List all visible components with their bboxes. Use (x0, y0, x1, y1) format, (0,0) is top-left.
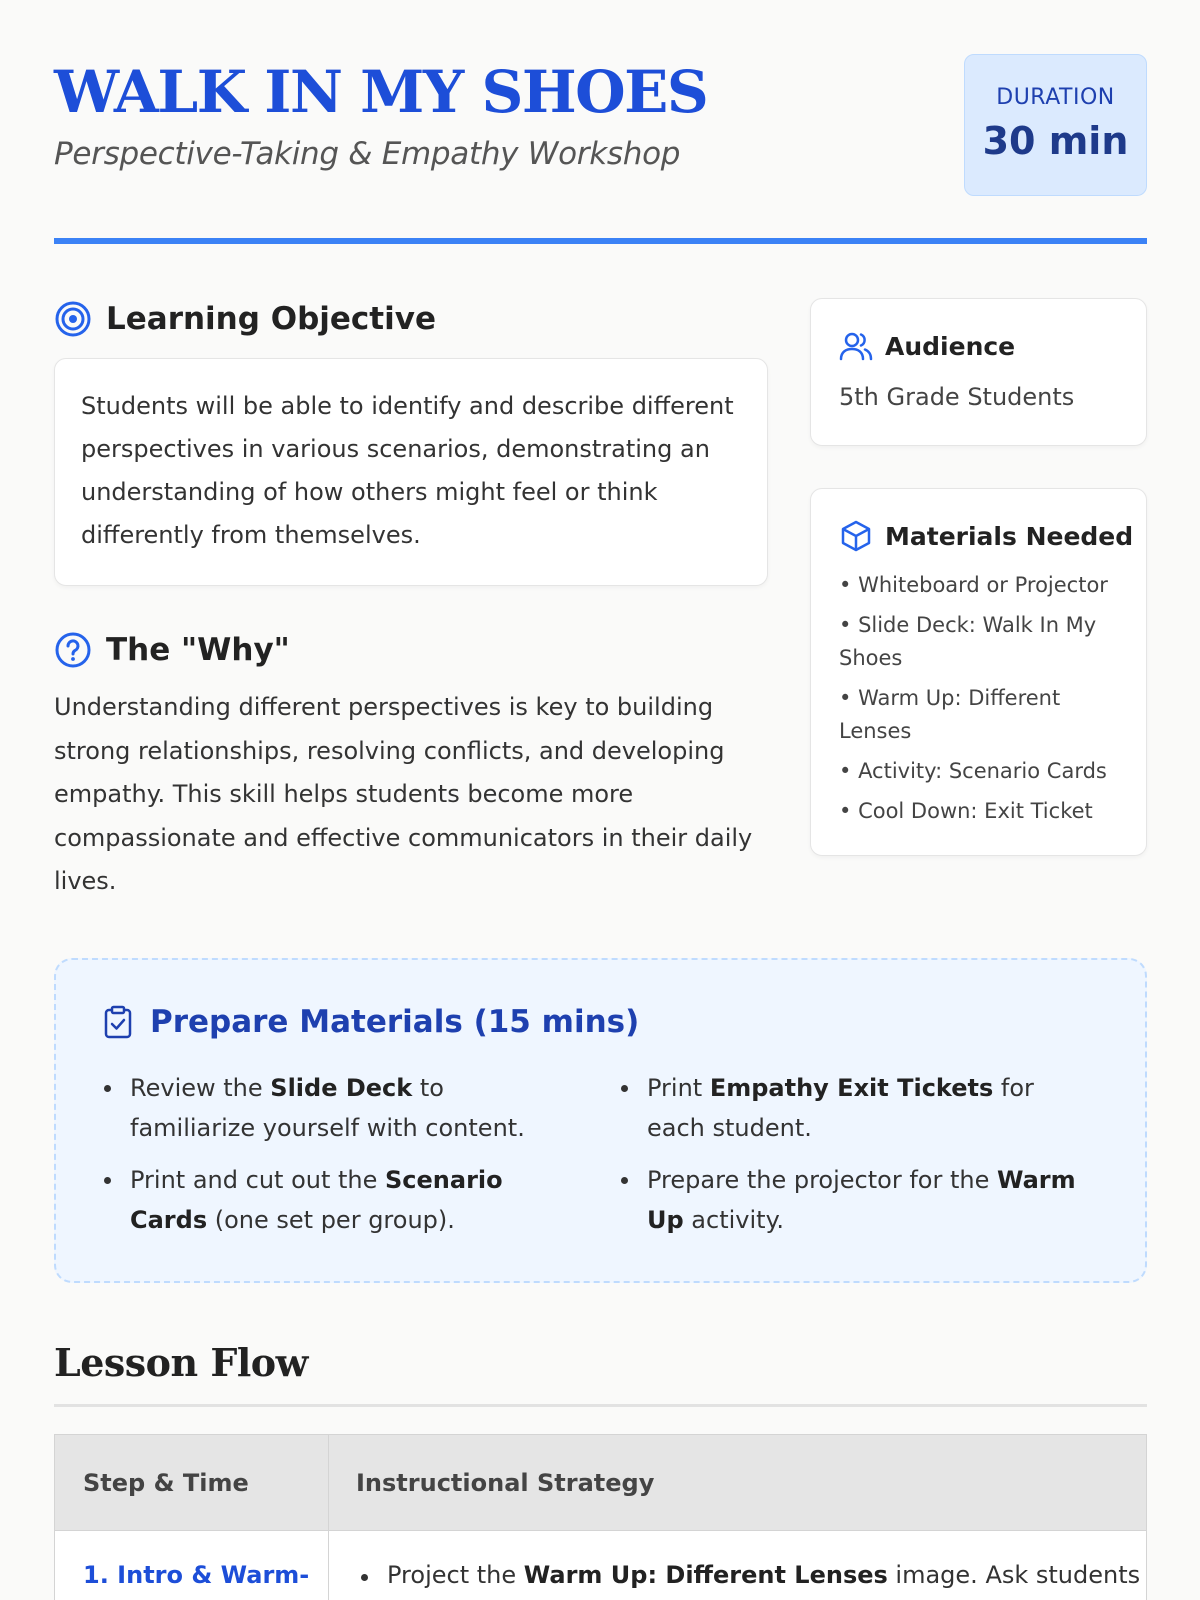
users-icon (839, 329, 873, 363)
target-icon (54, 300, 92, 338)
page-subtitle: Perspective-Taking & Empathy Workshop (54, 136, 681, 172)
objective-heading (54, 299, 436, 339)
header-divider (54, 238, 1147, 244)
lesson-flow-table (54, 1434, 1147, 1600)
table-cell-step: 1. Intro & Warm- (83, 1561, 310, 1589)
question-circle-icon (54, 631, 92, 669)
column-header-strategy: Instructional Strategy (356, 1469, 655, 1497)
audience-heading (839, 329, 1015, 363)
material-item: • Whiteboard or Projector (839, 569, 1139, 602)
page-title: WALK IN MY SHOES (54, 58, 708, 126)
clipboard-check-icon (100, 1004, 136, 1040)
header (54, 52, 1147, 202)
prepare-item: Print and cut out the Scenario Cards (one set per group). (100, 1160, 575, 1240)
duration-value: 30 min (982, 119, 1129, 163)
why-heading (54, 630, 290, 670)
duration-badge (964, 54, 1147, 196)
duration-label: DURATION (996, 85, 1115, 110)
prepare-list-right (617, 1068, 1092, 1252)
prepare-item: Prepare the projector for the Warm Up activity. (617, 1160, 1092, 1240)
audience-card (810, 298, 1147, 446)
prepare-heading (100, 1004, 639, 1040)
prepare-heading-text: Prepare Materials (15 mins) (150, 1004, 640, 1040)
objective-card: Students will be able to identify and describe different perspectives in various scenarios, demonstrating an understanding of how others might feel or think differently from themselves. (54, 358, 768, 586)
lesson-flow-divider (54, 1404, 1147, 1407)
materials-heading-text: Materials Needed (885, 521, 1134, 551)
materials-heading (839, 519, 1133, 553)
materials-list (839, 569, 1139, 835)
prepare-materials-box (54, 958, 1147, 1283)
column-divider (328, 1435, 329, 1600)
lesson-flow-title: Lesson Flow (54, 1340, 308, 1385)
prepare-item: Review the Slide Deck to familiarize yourself with content. (100, 1068, 575, 1148)
material-item: • Slide Deck: Walk In My Shoes (839, 609, 1139, 675)
objective-heading-text: Learning Objective (106, 301, 436, 337)
why-heading-text: The "Why" (106, 632, 290, 668)
material-item: • Cool Down: Exit Ticket (839, 795, 1139, 828)
table-header-row (55, 1435, 1147, 1531)
audience-value: 5th Grade Students (839, 383, 1075, 411)
materials-card (810, 488, 1147, 856)
prepare-list-left (100, 1068, 575, 1252)
material-item: • Warm Up: Different Lenses (839, 682, 1139, 748)
why-paragraph: Understanding different perspectives is key to building strong relationships, resolving conflicts, and developing empathy. This skill helps students become more compassionate and effective communicators in their daily lives. (54, 693, 753, 895)
column-header-step: Step & Time (83, 1469, 249, 1497)
material-item: • Activity: Scenario Cards (839, 755, 1139, 788)
box-icon (839, 519, 873, 553)
prepare-item: Print Empathy Exit Tickets for each student. (617, 1068, 1092, 1148)
audience-heading-text: Audience (885, 331, 1016, 361)
table-cell-strategy: Project the Warm Up: Different Lenses image. Ask students (355, 1561, 1140, 1589)
